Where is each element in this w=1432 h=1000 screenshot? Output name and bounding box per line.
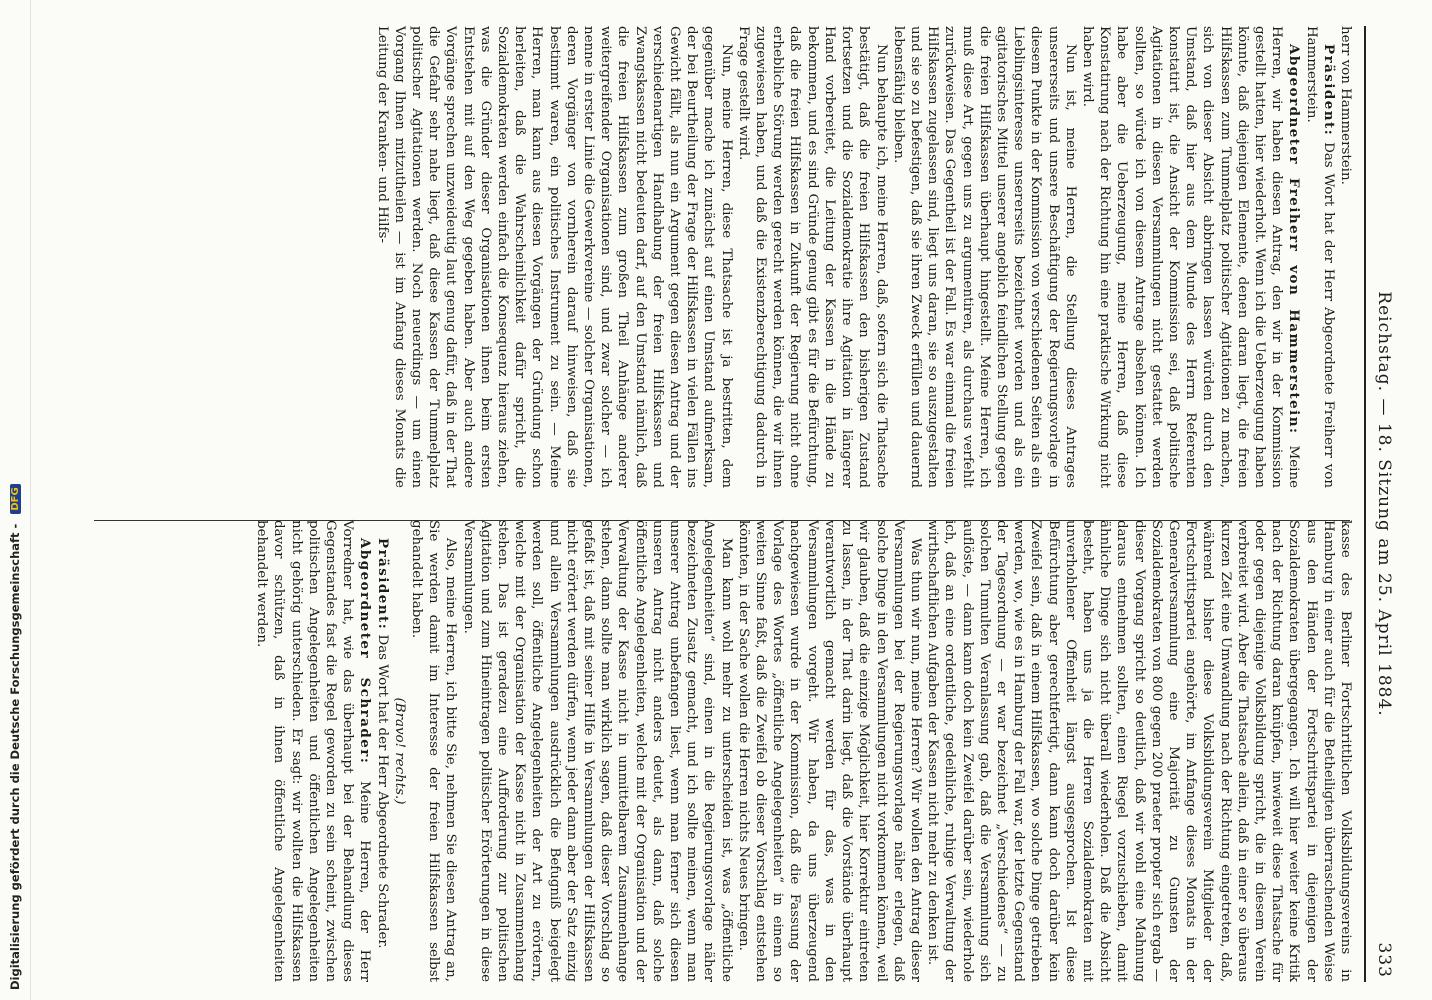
speaker-name: Abgeordneter Schrader: — [357, 538, 374, 765]
column-divider — [94, 520, 1350, 521]
text-paragraph: Man kann wohl mehr zu unterscheiden ist, was „öffentliche Angelegenheiten“ sind, einen in die Regierungsvorlage näher bezeichneten Zusatz gemacht, und ich sollte meinen, wenn man unserer Antrag unbefangen liest, wenn man ferner sich diesen unseren Antrag nicht anders deutet, als dann, daß solche öffentliche Angelegenheiten, welche mit der Organisation und der Verwaltung der Kasse nicht in unmittelbarem Zusammenhange stehen, dann sollte man wirklich sagen, daß dieser Vorschlag so gefaßt ist, daß mit seiner Hilfe in Versammlungen der Hilfskassen nicht erörtert werden dürfen, wenn jeder dann aber der Satz einzig und allein Versammlungen ausdrücklich die Befugniß beigelegt werden soll, öffentliche Angelegenheiten der Art zu erörtern, welche mit der Organisation der Kasse nicht in Zusammenhang stehen. Das ist geradezu eine Aufforderung zur politischen Agitation und zum Hineintragen politischer Erörterungen in diese Versammlungen. — [460, 520, 734, 982]
left-column — [94, 26, 1354, 504]
speech-text: Meine Herren, wir haben diesen Antrag, den wir in der Kommission gestellt hatten, hier wiederholt. Wenn ich die Ueberzeugung haben könnte, daß diejenigen Elemente, denen daran liegt, die freien Hilfskassen zum Tummelplatz politischer Agitationen zu machen, sich von dieser Absicht abbringen lassen würden durch den Umstand, daß hier aus dem Munde des Herrn Referenten konstatirt ist, die Ansicht der Kommission sei, daß politische Agitationen in diesen Versammlungen nicht gestattet werden sollten, so würde ich von diesem Antrage absehen können. Ich habe aber die Ueberzeugung, meine Herren, daß diese Konstatirung nach der Richtung hin eine praktische Wirkung nicht haben wird. — [1079, 26, 1302, 488]
page-header — [1364, 26, 1400, 982]
text-paragraph: Nun, meine Herren, diese Thatsache ist ja bestritten, dem gegenüber mache ich zunächst auf einen Umstand aufmerksam, der bei Beurtheilung der Frage der Hilfskassen in vielen Fällen ins Gewicht fällt, als nun ein Argument gegen diesen Antrag und der verschiedenartigen Handhabung der freien Hilfskassen und Zwangskassen nicht bedeuten darf, auf den Umstand nämlich, daß die freien Hilfskassen zum großen Theil Anhänge anderer weitergreifender Organisationen sind, und zwar solcher — ich nenne in erster Linie die Gewerkvereine — solcher Organisationen, deren Vorgänger von vornherein darauf hinweisen, daß sie bestimmt waren, ein politisches Instrument zu sein. — Meine Herren, man kann aus diesen Vorgängen der Gründung schon herleiten, daß die Wahrscheinlichkeit dafür spricht, die Sozialdemokraten werden einfach die Konsequenz hieraus ziehen, was die Gründer dieser Organisationen ihnen beim ersten Entstehen mit auf den Weg gegeben haben. Aber auch andere Vorgänge sprechen unzweideutig laut genug dafür, daß in der That die Gefahr sehr nahe liegt, daß diese Kassen der Tummelplatz politischer Agitationen werden. Noch neuerdings — um einen Vorgang Ihnen mitzutheilen — ist im Anfang dieses Monats die Leitung der Kranken- und Hilfs- — [374, 26, 734, 488]
speech-text: Meine Herren, der Herr Vorredner hat, wie das überhaupt bei der Behandlung dieses Gegenstandes fast die Regel geworden zu sein scheint, zwischen politischen Angelegenheiten und öffentlichen Angelegenheiten nicht gehörig unterschieden. Er sagt: wir wollten die Hilfskassen davor schützen, daß in ihnen öffentliche Angelegenheiten behandelt werden. — [254, 520, 373, 982]
document-page — [74, 0, 1416, 1000]
speaker-name: Präsident: — [1320, 44, 1337, 137]
text-paragraph: herr von Hammerstein. — [1338, 26, 1353, 185]
page-number: 333 — [1374, 942, 1394, 978]
speech-paragraph — [1079, 26, 1303, 488]
running-head: Reichstag. — 18. Sitzung am 25. April 1884. — [1374, 291, 1394, 717]
text-paragraph: Was thun wir nun, meine Herren? Wir wollen den Antrag dieser Versammlungen bei der Regierungsvorlage näher erlegen, daß solche Dinge in den Versammlungen nicht vorkommen können, weil wir glauben, daß die einzige Möglichkeit, hier Korrektur eintreten zu lassen, in der That darin liegt, daß die Vorstände überhaupt verantwortlich gemacht werden für das, was in den Versammlungen vorgeht. Wir haben, da uns überzeugend nachgewiesen wurde in der Kommission, daß die Fassung der Vorlage des Wortes „öffentliche Angelegenheiten“ in einem so weiten Sinne faßt, daß die Zweifel ob dieser Vorschlag entstehen könnten, in der Sache wollen die Herren nichts Neues bringen. — [735, 520, 923, 982]
digitization-note — [8, 484, 22, 990]
text-paragraph: kasse des Berliner Fortschrittlichen Volksbildungsvereins in Hamburg in einer auch für die Betheiligten überraschenden Weise aus den Händen der Fortschrittspartei in diejenigen der Sozialdemokraten übergegangen. Ich will hier weiter keine Kritik nach der Richtung daran knüpfen, inwieweit diese Thatsache für oder gegen diejenige Volksbildung spricht, die in diesem Verein verbreitet wird. Aber die Thatsache allein, daß in einer so überaus kurzen Zeit eine Umwandlung nach der Richtung eingetreten, daß, während bisher diese Volksbildungsverein Mitglieder der Fortschrittspartei angehörte, im Anfange dieses Monats in der Generalversammlung eine Majorität zu Gunsten der Sozialdemokraten von 800 gegen 200 praeter propter sich ergab — dieser Vorgang spricht so deutlich, daß wir wohl eine Mahnung daraus entnehmen sollten, einen Riegel vorzuschieben, damit ähnliche Dinge sich nicht überall wiederholen. Daß die Absicht besteht, haben uns ja die Herren Sozialdemokraten mit unverhohlener Offenheit längst ausgesprochen. Ist diese Befürchtung aber gerechtfertigt, dann kann doch darüber kein Zweifel sein, daß in einem Hilfskassen, wo solche Dinge getrieben werden, wo, wie es in Hamburg der Fall war, der letzte Gegenstand der Tagesordnung — er war bezeichnet „Verschiedenes“ — zu solchen Tumulten Veranlassung gab, daß die Versammlung sich auflöste, — dann kann doch kein Zweifel darüber sein, wiederhole ich, daß an eine ordentliche, gedeihliche, ruhige Verwaltung der wirthschaftlichen Aufgaben der Kassen nicht mehr zu denken ist. — [925, 520, 1353, 982]
speaker-name: Präsident: — [374, 538, 391, 631]
stage-remark: (Bravo! rechts.) — [391, 697, 407, 805]
right-column — [94, 504, 1354, 982]
digitization-note-text: Digitalisierung gefördert durch die Deutsche Forschungsgemeinschaft - — [8, 523, 22, 990]
speech-paragraph — [373, 520, 390, 982]
speech-text: Das Wort hat der Herr Abgeordnete Schrader. — [374, 634, 390, 949]
dfg-logo: DFG — [10, 484, 21, 513]
digitization-strip — [0, 0, 31, 1000]
text-columns — [94, 26, 1364, 982]
speech-paragraph — [1302, 26, 1336, 488]
speech-paragraph — [253, 520, 373, 982]
speaker-name: Abgeordneter Freiherr von Hammerstein: — [1286, 44, 1303, 435]
speech-text: Das Wort hat der Herr Abgeordnete Freiherr von Hammerstein. — [1303, 26, 1336, 488]
text-paragraph: Nun behaupte ich, meine Herren, daß, sofern sich die Thatsache bestätigt, daß die freien Hilfskassen den bisherigen Zustand fortsetzen und die Sozialdemokratie ihre Agitation in längerer Hand vorbereitet, die Leitung der Kassen in die Hände zu bekommen, und es sind Gründe genug gibt es für die Befürchtung, daß die freien Hilfskassen in Zukunft der Regierung nicht ohne erhebliche Störung werden gerecht werden können, die wir ihnen zugewiesen haben, und daß die Existenzberechtigung dadurch in Frage gestellt wird. — [735, 26, 889, 488]
text-paragraph: Also, meine Herren, ich bitte Sie, nehmen Sie diesen Antrag an, Sie werden damit im Interesse der freien Hilfskassen selbst gehandelt haben. — [409, 520, 459, 982]
text-paragraph: Nun ist, meine Herren, die Stellung dieses Antrages unsererseits und unsere Beschäftigung der Regierungsvorlage in diesem Punkte in der Kommission von verschiedenen Seiten als ein Lieblingsinteresse unsererseits bezeichnet worden und als ein agitatorisches Mittel unserer angeblich feindlichen Stellung gegen die freien Hilfskassen überhaupt hingestellt. Meine Herren, ich muß diese Art, gegen uns zu argumentiren, als durchaus verfehlt zurückweisen. Das Gegentheil ist der Fall. Es war einmal die freien Hilfskassen zugelassen sind, liegt uns daran, sie so auszugestalten und sie so zu befestigen, daß sie ihren Zweck erfüllen und dauernd lebensfähig bleiben. — [890, 26, 1078, 488]
